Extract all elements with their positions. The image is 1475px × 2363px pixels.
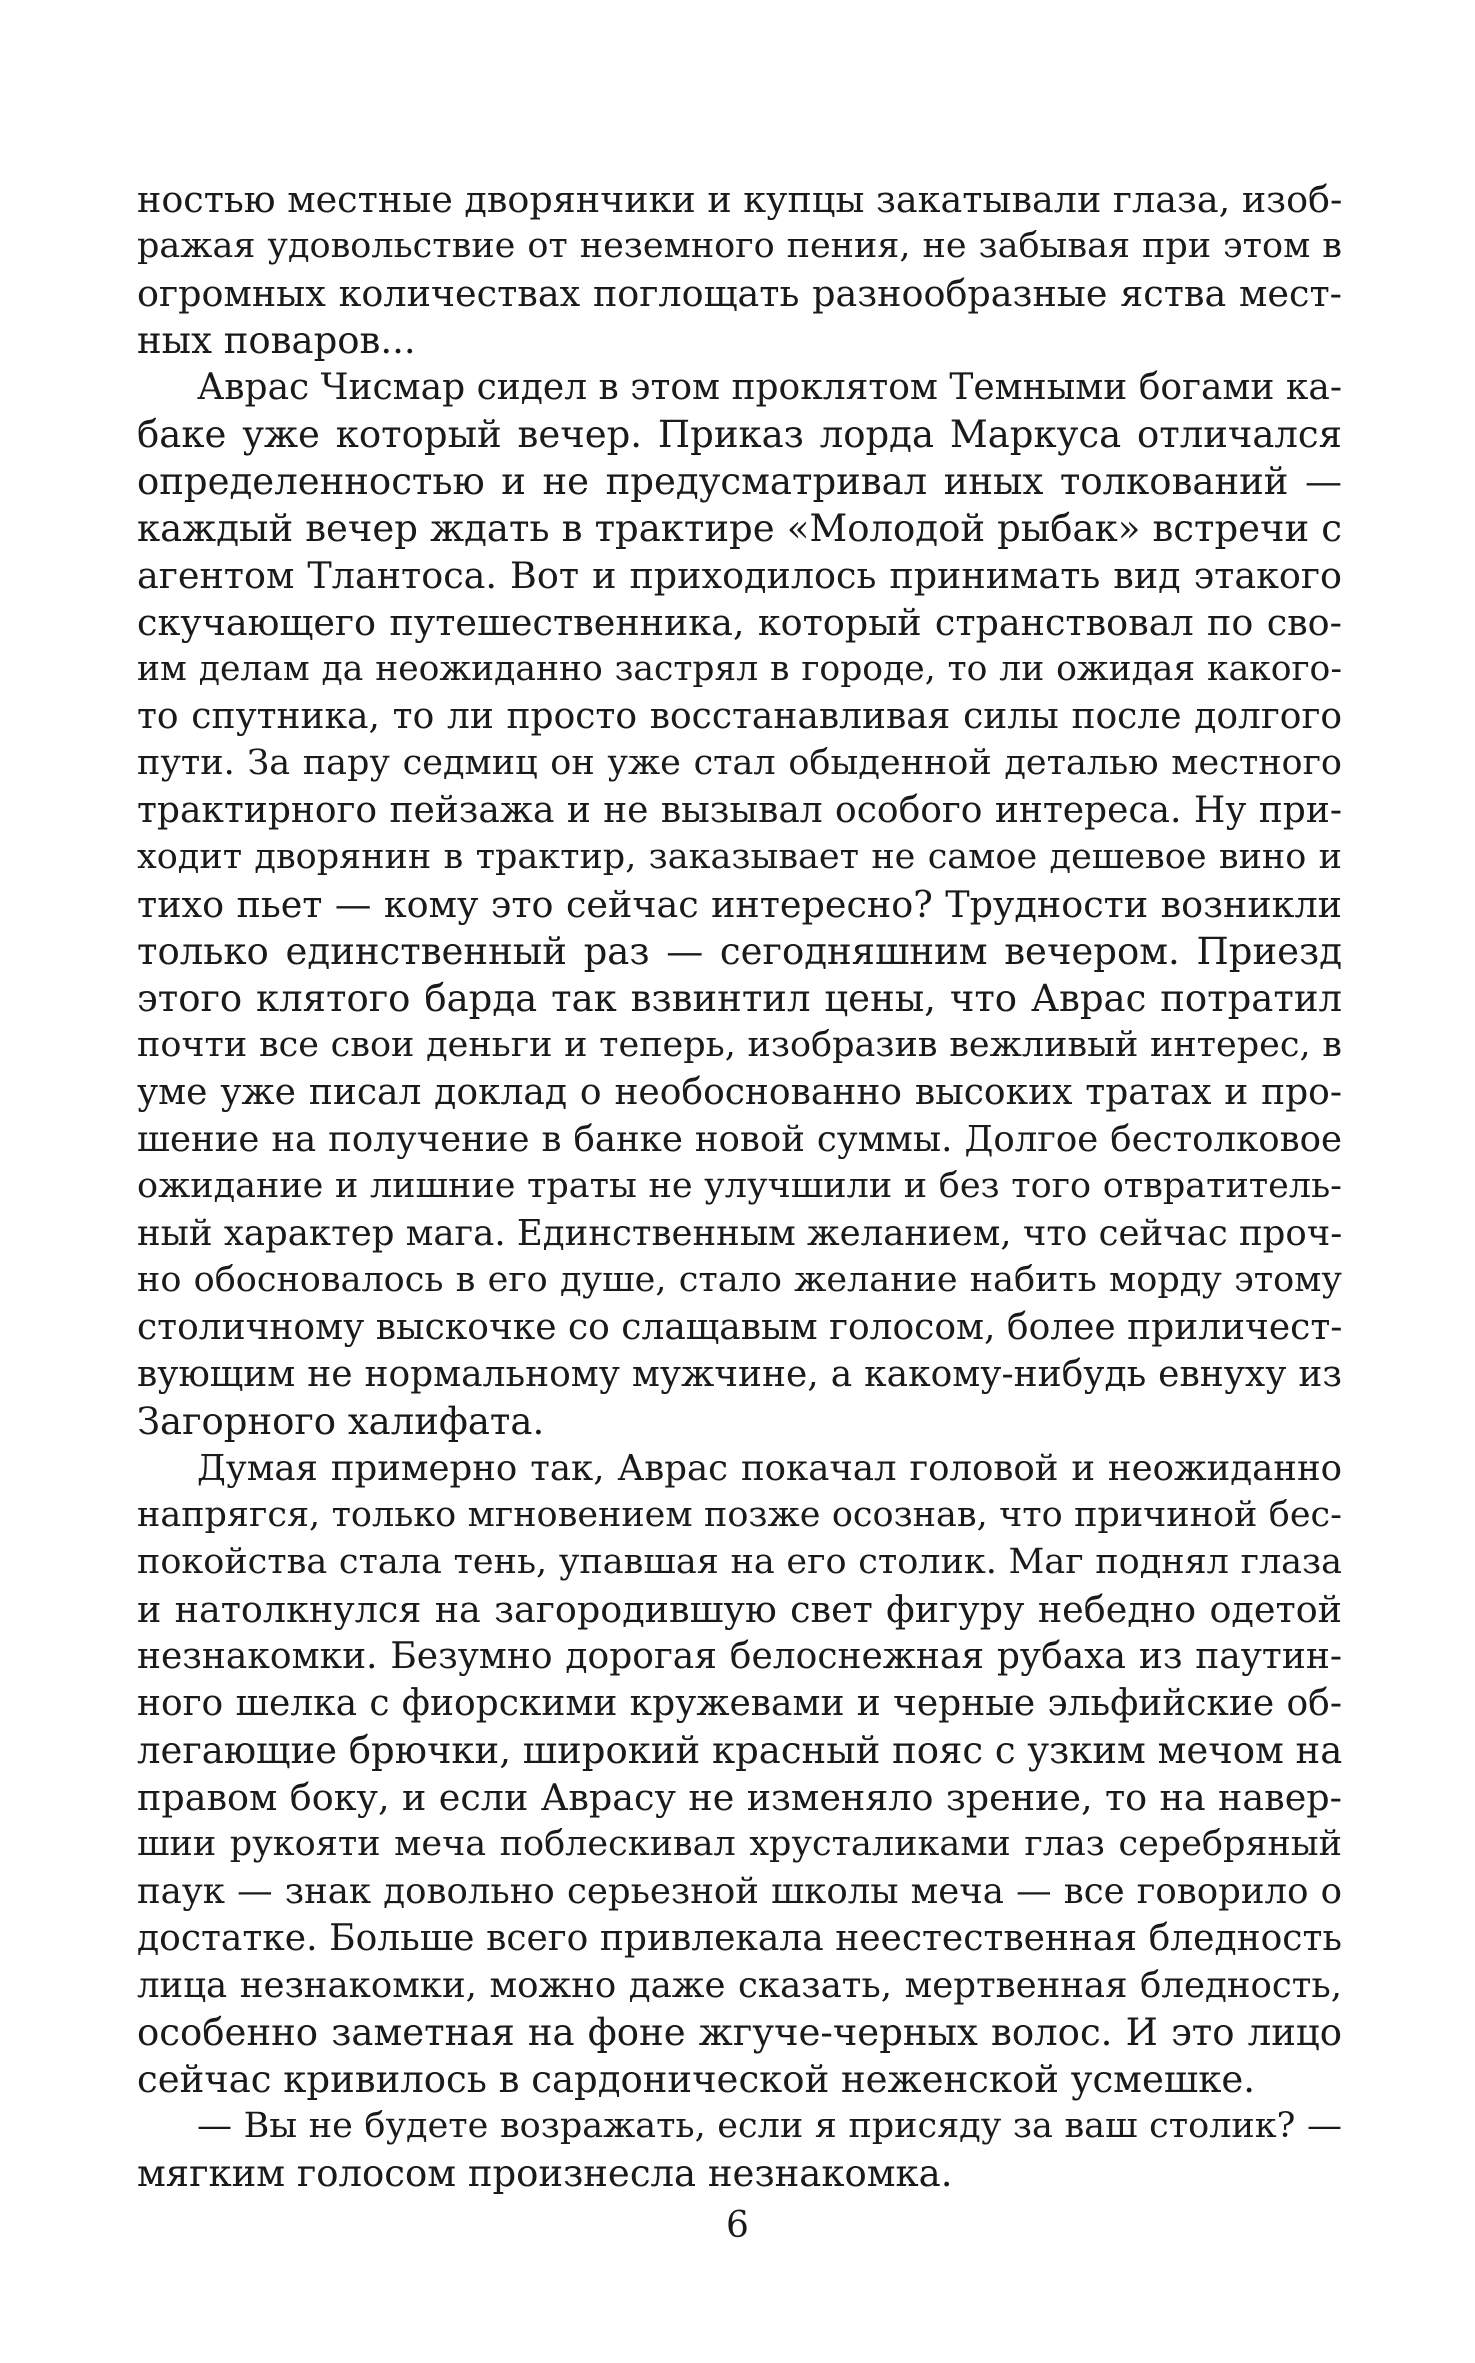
text-line: легающие брючки, широкий красный пояс с узким мечом на: [137, 1729, 1342, 1772]
text-line: шии рукояти меча поблескивал хрусталиками глаз серебряный: [137, 1824, 1342, 1864]
text-line: вующим не нормальному мужчине, а какому-нибудь евнуху из: [137, 1354, 1342, 1395]
text-line: незнакомки. Безумно дорогая белоснежная рубаха из паутин-: [137, 1636, 1342, 1677]
text-line: определенностью и не предусматривал иных толкований —: [137, 460, 1342, 503]
text-line: паук — знак довольно серьезной школы меча — все говорило о: [137, 1871, 1342, 1912]
text-line: шение на получение в банке новой суммы. Долгое бестолковое: [137, 1119, 1342, 1160]
text-line: баке уже который вечер. Приказ лорда Маркуса отличался: [137, 413, 1342, 456]
text-line: мягким голосом произнесла незнакомка.: [137, 2152, 953, 2195]
text-line: сейчас кривилось в сардонической неженской усмешке.: [137, 2058, 1256, 2101]
text-line: этого клятого барда так взвинтил цены, что Аврас потратил: [137, 977, 1342, 1020]
text-line: покойства стала тень, упавшая на его столик. Маг поднял глаза: [137, 1542, 1342, 1582]
page-number: 6: [726, 2205, 749, 2246]
text-line: каждый вечер ждать в трактире «Молодой рыбак» встречи с: [137, 507, 1342, 550]
text-line: почти все свои деньги и теперь, изобразив вежливый интерес, в: [137, 1025, 1342, 1065]
text-line: пути. За пару седмиц он уже стал обыденной деталью местного: [137, 743, 1342, 783]
text-line: достатке. Больше всего привлекала неестественная бледность: [137, 1918, 1342, 1959]
text-line: ного шелка с фиорскими кружевами и черные эльфийские об-: [137, 1683, 1342, 1724]
text-line: ходит дворянин в трактир, заказывает не самое дешевое вино и: [137, 837, 1342, 877]
text-line: ожидание и лишние траты не улучшили и без того отвратитель-: [137, 1166, 1342, 1206]
text-line: лица незнакомки, можно даже сказать, мертвенная бледность,: [137, 1965, 1342, 2006]
text-line: — Вы не будете возражать, если я присяду за ваш столик? —: [197, 2106, 1342, 2146]
text-line: агентом Тлантоса. Вот и приходилось принимать вид этакого: [137, 554, 1342, 597]
text-line: скучающего путешественника, который странствовал по сво-: [137, 601, 1342, 644]
text-line: тихо пьет — кому это сейчас интересно? Трудности возникли: [137, 883, 1342, 926]
text-line: и натолкнулся на загородившую свет фигуру небедно одетой: [137, 1588, 1342, 1631]
text-line: ностью местные дворянчики и купцы закатывали глаза, изоб-: [137, 178, 1342, 221]
body-text: [137, 176, 1342, 2197]
text-line: уме уже писал доклад о необоснованно высоких тратах и про-: [137, 1072, 1342, 1113]
text-line: только единственный раз — сегодняшним вечером. Приезд: [137, 930, 1342, 973]
text-line: огромных количествах поглощать разнообразные яства мест-: [137, 272, 1342, 315]
text-line: столичному выскочке со слащавым голосом, более приличест-: [137, 1307, 1342, 1348]
text-line: ражая удовольствие от неземного пения, не забывая при этом в: [137, 226, 1342, 266]
text-line: ных поваров...: [137, 319, 416, 362]
text-line: но обосновалось в его душе, стало желание набить морду этому: [137, 1260, 1342, 1300]
text-line: им делам да неожиданно застрял в городе, то ли ожидая какого-: [137, 649, 1342, 689]
text-line: Загорного халифата.: [137, 1400, 545, 1443]
text-line: трактирного пейзажа и не вызывал особого интереса. Ну при-: [137, 790, 1342, 831]
text-line: напрягся, только мгновением позже осознав, что причиной бес-: [137, 1495, 1342, 1535]
text-line: Думая примерно так, Аврас покачал головой и неожиданно: [197, 1448, 1342, 1489]
text-line: правом боку, и если Аврасу не изменяло зрение, то на навер-: [137, 1776, 1342, 1819]
text-line: ный характер мага. Единственным желанием, что сейчас проч-: [137, 1213, 1342, 1254]
text-line: Аврас Чисмар сидел в этом проклятом Темными богами ка-: [197, 367, 1342, 408]
text-line: особенно заметная на фоне жгуче-черных волос. И это лицо: [137, 2011, 1342, 2054]
text-line: то спутника, то ли просто восстанавливая силы после долгого: [137, 696, 1342, 737]
